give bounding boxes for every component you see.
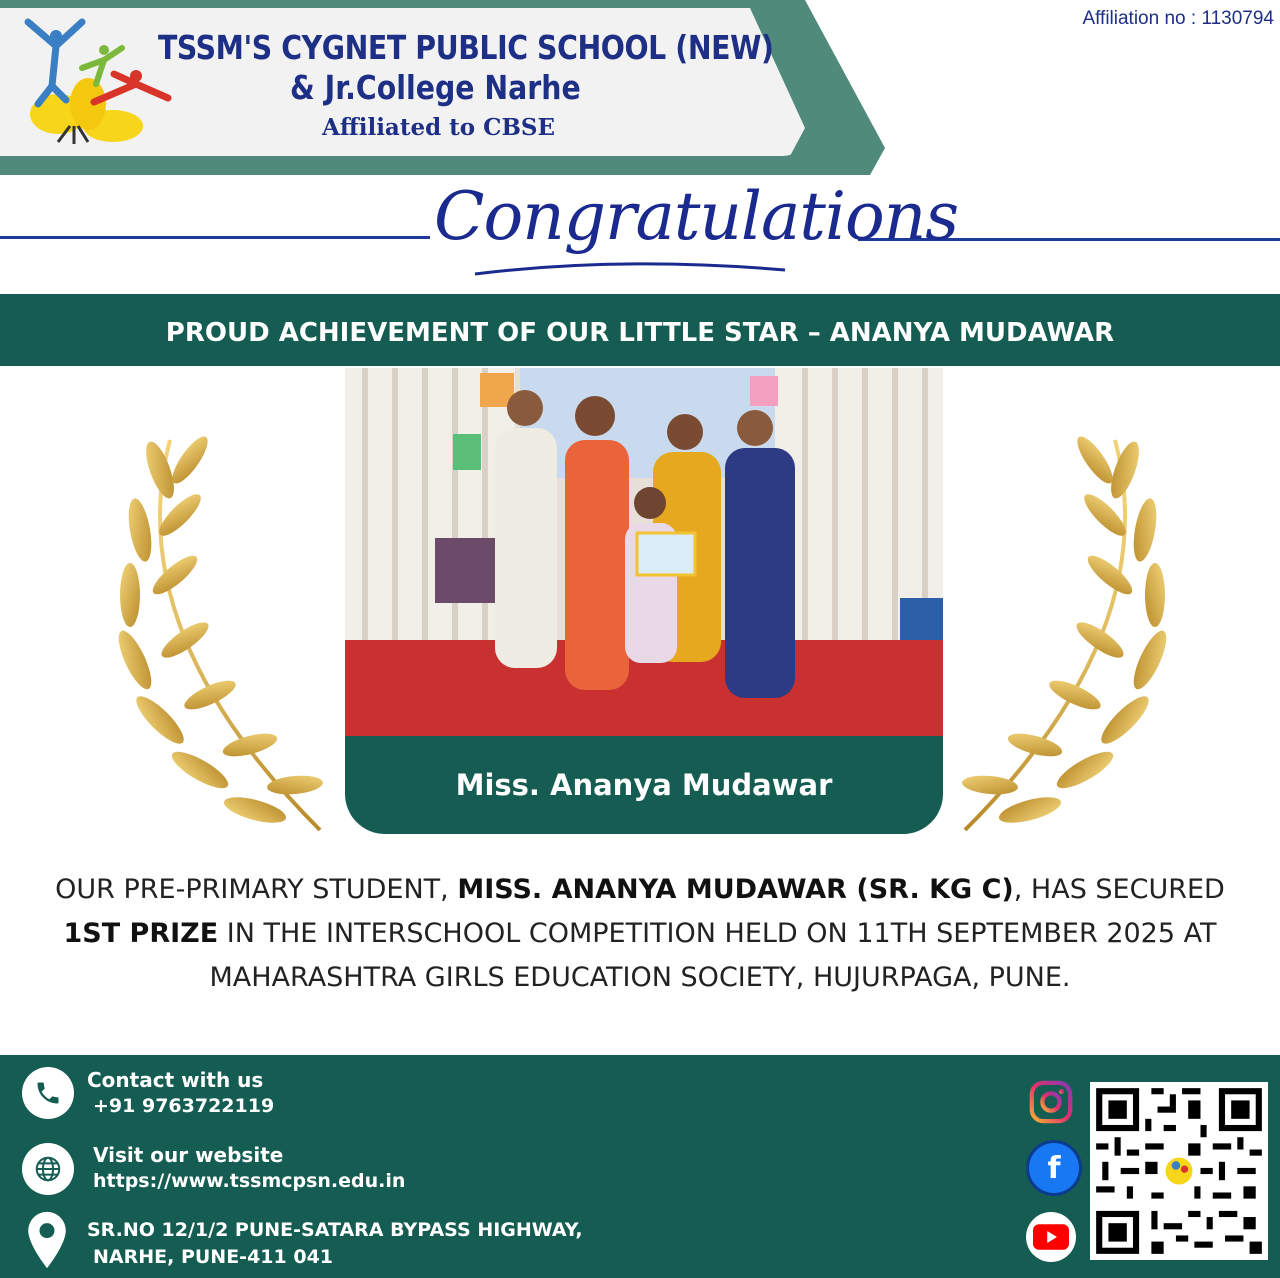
address-line-2: NARHE, PUNE-411 041 xyxy=(93,1246,334,1268)
website-title: Visit our website xyxy=(93,1143,284,1167)
qr-code-pattern xyxy=(1090,1082,1268,1260)
student-name: Miss. Ananya Mudawar xyxy=(455,768,833,802)
divider-left xyxy=(0,236,430,239)
school-name: TSSM'S CYGNET PUBLIC SCHOOL (NEW) xyxy=(158,28,774,67)
youtube-icon[interactable] xyxy=(1026,1212,1076,1262)
location-pin-icon xyxy=(24,1210,70,1270)
website-link[interactable]: https://www.tssmcpsn.edu.in xyxy=(93,1170,406,1192)
contact-title: Contact with us xyxy=(87,1068,264,1092)
school-subtitle: & Jr.College Narhe xyxy=(290,68,581,107)
achievement-banner-text: PROUD ACHIEVEMENT OF OUR LITTLE STAR – ANANYA MUDAWAR xyxy=(165,318,1115,348)
contact-phone[interactable]: +91 9763722119 xyxy=(93,1095,275,1117)
congrats-swash xyxy=(470,252,790,282)
affiliation-text: Affiliated to CBSE xyxy=(322,114,556,141)
affiliation-number: Affiliation no : 1130794 xyxy=(1082,8,1274,29)
congratulations-heading: Congratulations xyxy=(434,178,959,255)
globe-icon xyxy=(22,1143,74,1195)
qr-code[interactable] xyxy=(1090,1082,1268,1260)
achievement-photo xyxy=(345,368,943,738)
description-student-name: MISS. ANANYA MUDAWAR (SR. KG C) xyxy=(457,874,1014,905)
description-text-1: OUR PRE-PRIMARY STUDENT, xyxy=(55,874,458,905)
achievement-description xyxy=(50,868,1230,1000)
facebook-icon[interactable]: f xyxy=(1026,1140,1082,1196)
description-prize: 1ST PRIZE xyxy=(63,918,219,949)
laurel-left-icon xyxy=(80,430,340,850)
school-logo xyxy=(18,14,178,146)
address-line-1: SR.NO 12/1/2 PUNE-SATARA BYPASS HIGHWAY, xyxy=(87,1219,583,1241)
laurel-right-icon xyxy=(945,430,1205,850)
phone-icon xyxy=(22,1067,74,1119)
description-text-3: IN THE INTERSCHOOL COMPETITION HELD ON 11TH SEPTEMBER 2025 AT MAHARASHTRA GIRLS EDUCATION SOCIETY, HUJURPAGA, PUNE. xyxy=(209,918,1217,993)
instagram-icon[interactable] xyxy=(1026,1077,1076,1127)
description-text-2: , HAS SECURED xyxy=(1013,874,1225,905)
